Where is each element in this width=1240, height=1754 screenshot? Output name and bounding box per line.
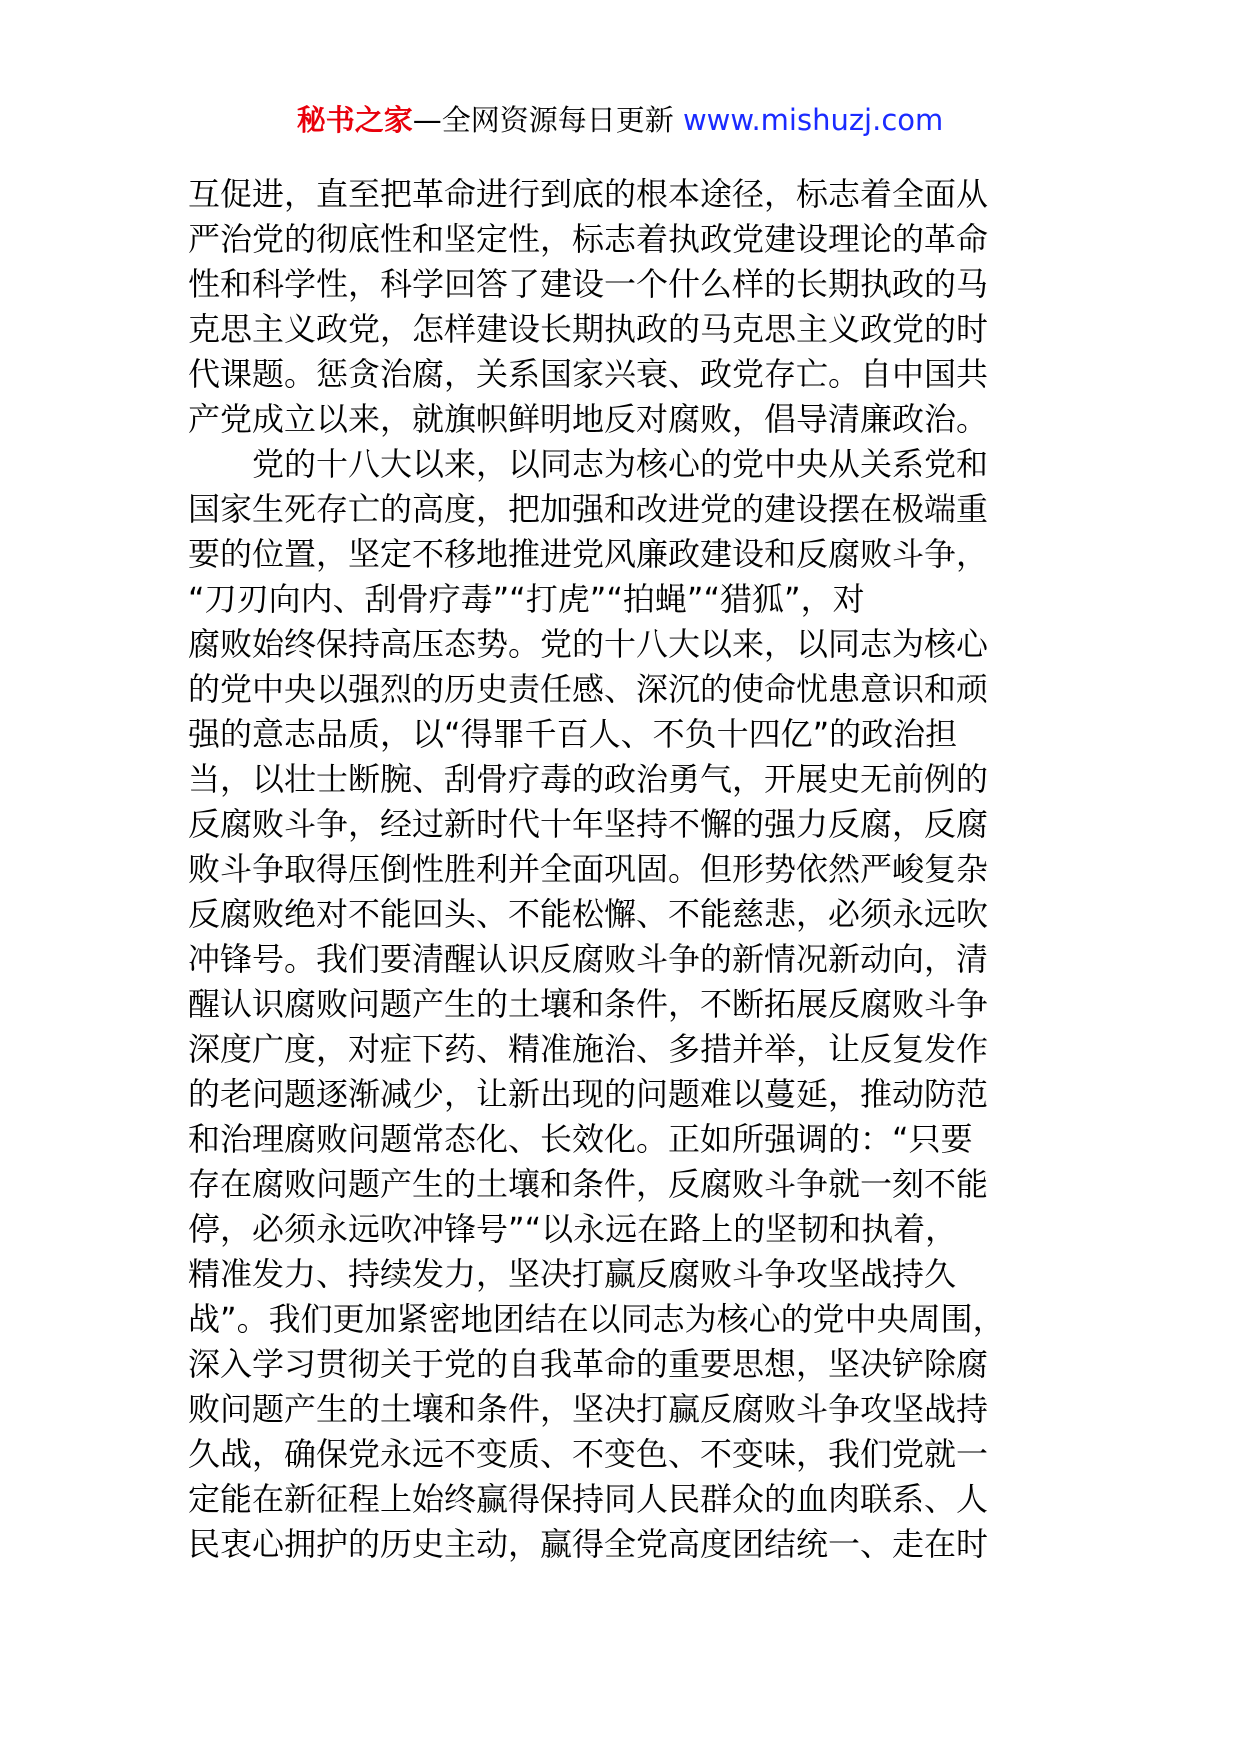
text-line: 和治理腐败问题常态化、长效化。正如所强调的：“只要 [188, 1120, 973, 1158]
text-line: 严治党的彻底性和坚定性，标志着执政党建设理论的革命 [188, 220, 989, 258]
page-header [0, 100, 1240, 140]
text-line: 的老问题逐渐减少，让新出现的问题难以蔓延，推动防范 [188, 1075, 989, 1113]
text-line: 的党中央以强烈的历史责任感、深沉的使命忧患意识和顽 [188, 670, 989, 708]
brand-name: 秘书之家 [296, 103, 413, 137]
header-tagline: —全网资源每日更新 [412, 103, 683, 137]
text-line: 要的位置，坚定不移地推进党风廉政建设和反腐败斗争， [188, 535, 989, 573]
text-line: 反腐败绝对不能回头、不能松懈、不能慈悲，必须永远吹 [188, 895, 989, 933]
text-line: 国家生死存亡的高度，把加强和改进党的建设摆在极端重 [188, 490, 989, 528]
text-line: 醒认识腐败问题产生的土壤和条件，不断拓展反腐败斗争 [188, 985, 989, 1023]
text-line: 败问题产生的土壤和条件，坚决打赢反腐败斗争攻坚战持 [188, 1390, 989, 1428]
text-line: 深度广度，对症下药、精准施治、多措并举，让反复发作 [188, 1030, 989, 1068]
text-line: “刀刃向内、刮骨疗毒”“打虎”“拍蝇”“猎狐”，对 [188, 580, 865, 618]
website-link[interactable]: www.mishuzj.com [682, 103, 944, 137]
text-line: 深入学习贯彻关于党的自我革命的重要思想，坚决铲除腐 [188, 1345, 989, 1383]
text-line: 败斗争取得压倒性胜利并全面巩固。但形势依然严峻复杂 [188, 850, 989, 888]
text-line: 民衷心拥护的历史主动，赢得全党高度团结统一、走在时 [188, 1525, 989, 1563]
text-line: 产党成立以来，就旗帜鲜明地反对腐败，倡导清廉政治。 [188, 400, 989, 438]
text-line: 克思主义政党，怎样建设长期执政的马克思主义政党的时 [188, 310, 989, 348]
document-body [188, 172, 1068, 1567]
text-line: 停，必须永远吹冲锋号”“以永远在路上的坚韧和执着， [188, 1210, 958, 1248]
text-line: 性和科学性，科学回答了建设一个什么样的长期执政的马 [188, 265, 989, 303]
text-line: 当，以壮士断腕、刮骨疗毒的政治勇气，开展史无前例的 [188, 760, 989, 798]
text-line: 战”。我们更加紧密地团结在以同志为核心的党中央周围， [188, 1300, 1005, 1338]
text-line: 精准发力、持续发力，坚决打赢反腐败斗争攻坚战持久 [188, 1255, 957, 1293]
text-line: 定能在新征程上始终赢得保持同人民群众的血肉联系、人 [188, 1480, 989, 1518]
text-line: 腐败始终保持高压态势。党的十八大以来，以同志为核心 [188, 625, 989, 663]
paragraph-start-line: 党的十八大以来，以同志为核心的党中央从关系党和 [252, 445, 989, 483]
text-line: 存在腐败问题产生的土壤和条件，反腐败斗争就一刻不能 [188, 1165, 989, 1203]
text-line: 反腐败斗争，经过新时代十年坚持不懈的强力反腐，反腐 [188, 805, 989, 843]
text-line: 强的意志品质，以“得罪千百人、不负十四亿”的政治担 [188, 715, 958, 753]
text-line: 久战，确保党永远不变质、不变色、不变味，我们党就一 [188, 1435, 989, 1473]
text-line: 代课题。惩贪治腐，关系国家兴衰、政党存亡。自中国共 [188, 355, 989, 393]
text-line: 冲锋号。我们要清醒认识反腐败斗争的新情况新动向，清 [188, 940, 989, 978]
text-line: 互促进，直至把革命进行到底的根本途径，标志着全面从 [188, 175, 989, 213]
